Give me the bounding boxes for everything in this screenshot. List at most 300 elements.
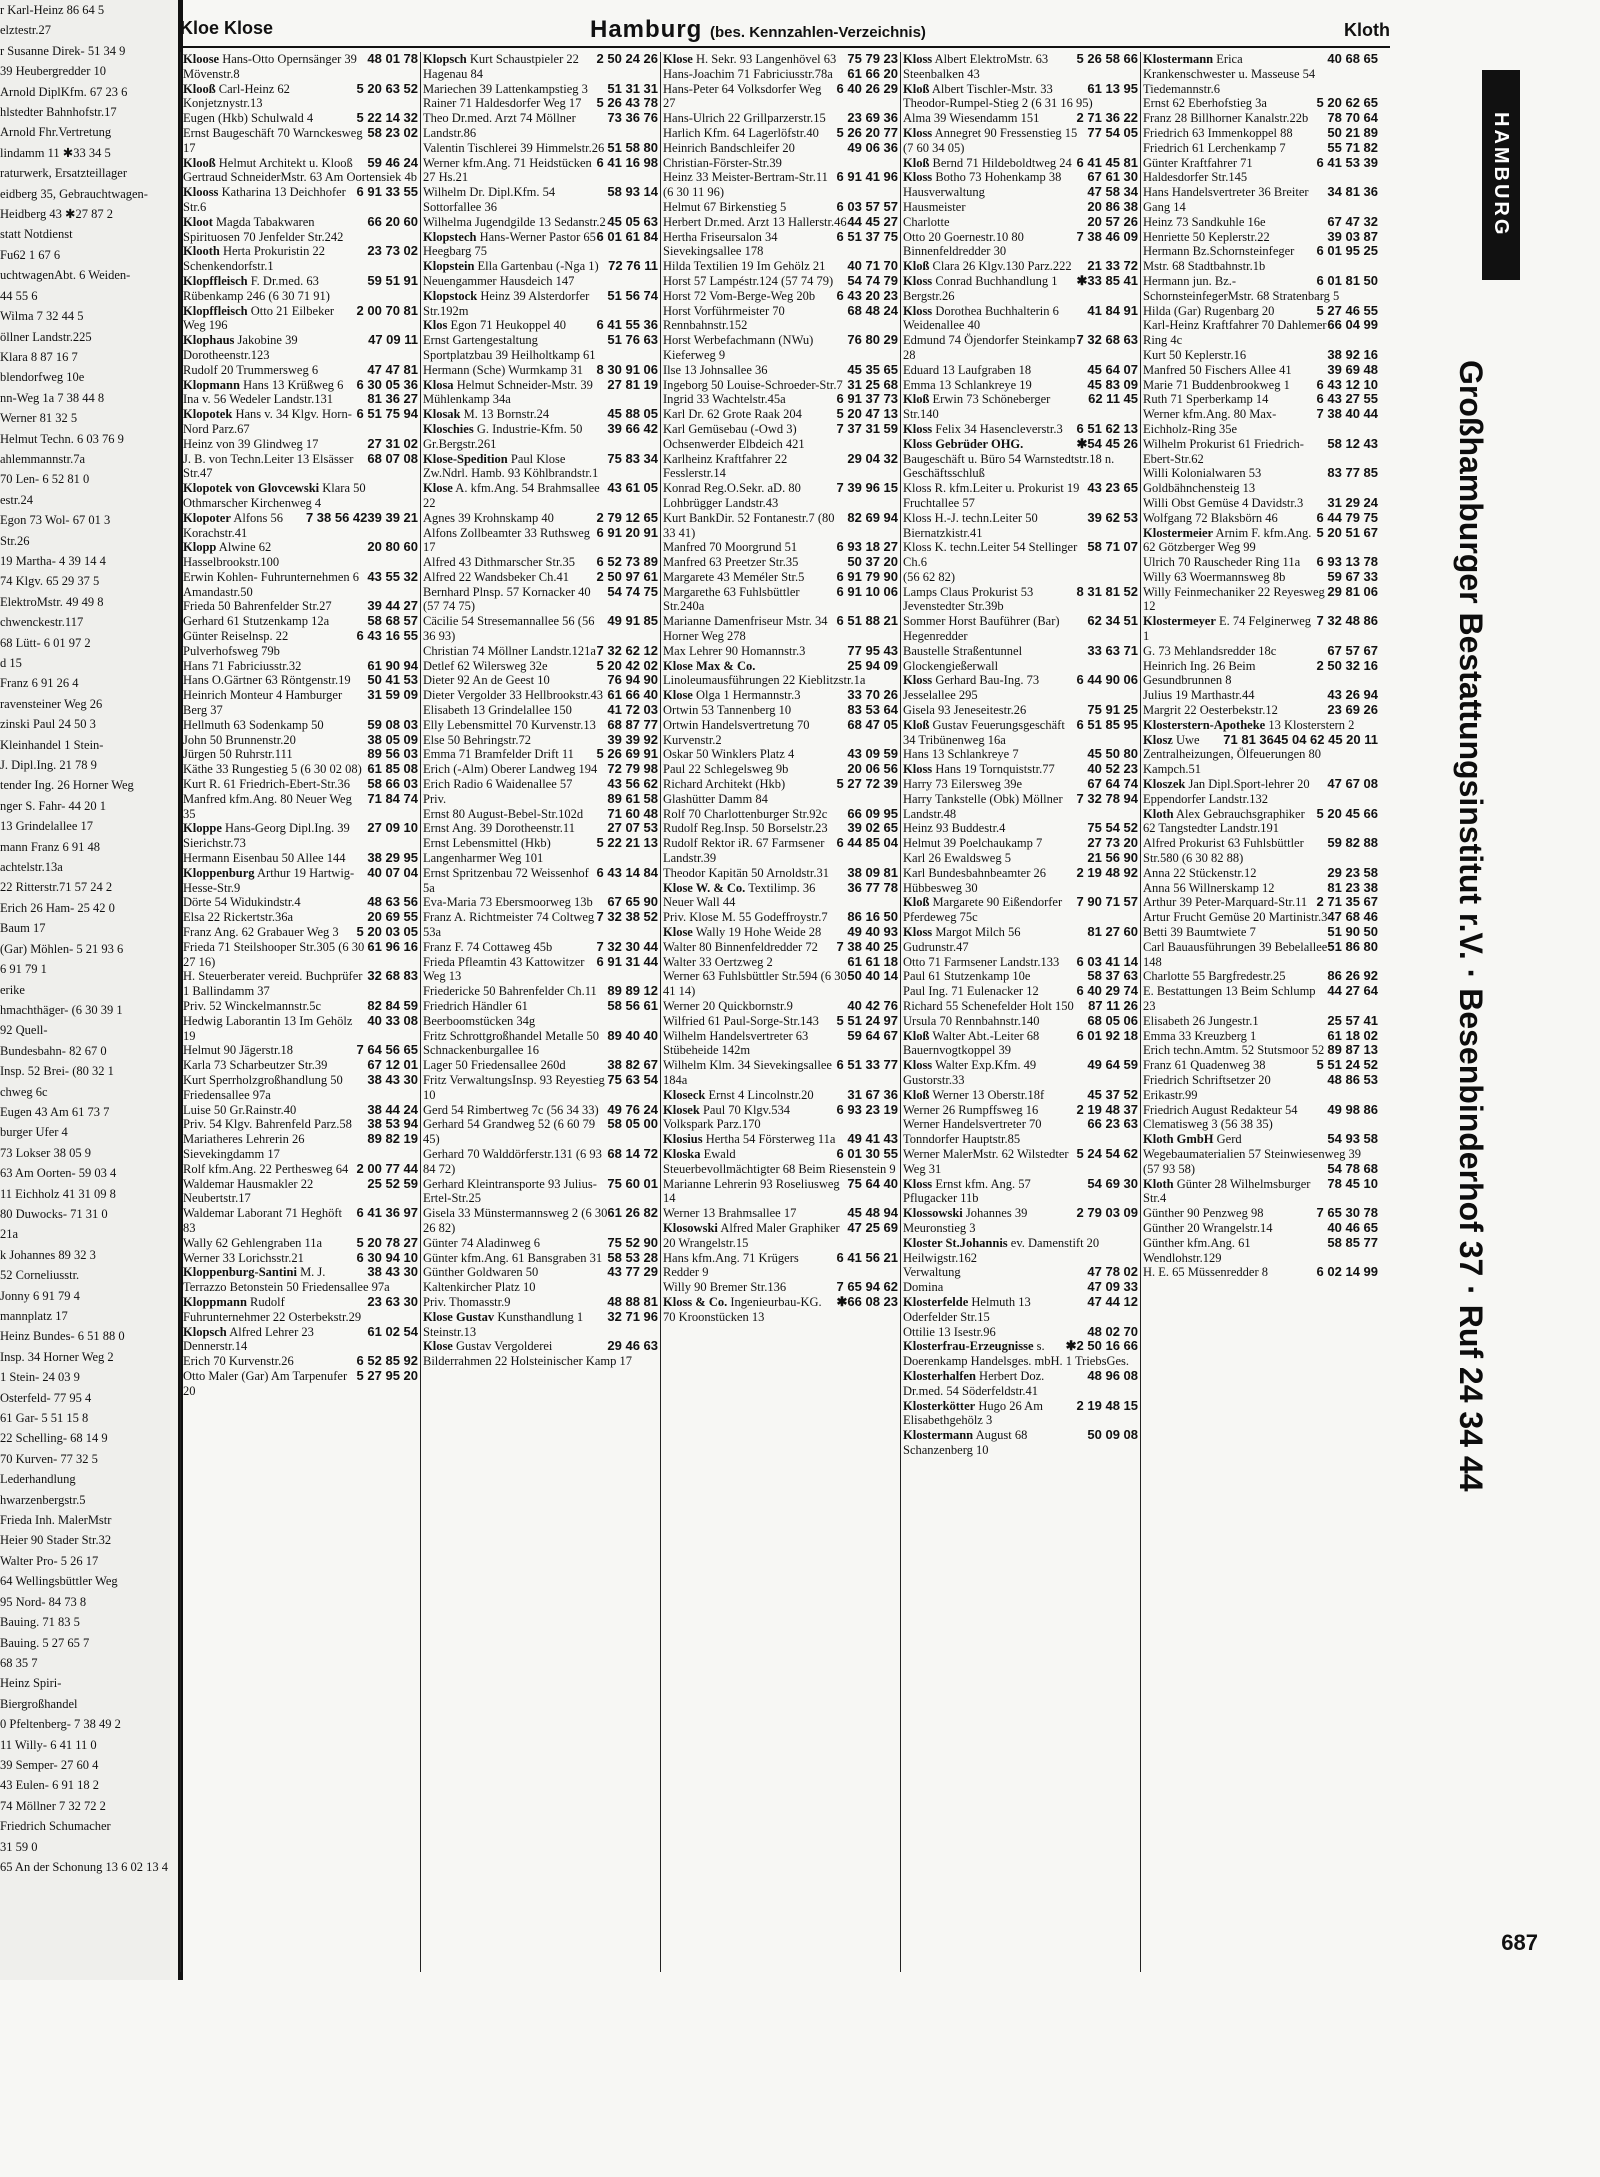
listing-entry [183,304,418,334]
entry-details: Helmut Architekt u. Klooß Gertraud SchneiderMstr. 63 Am Oortensiek 4b [183,155,417,185]
listing-entry [1143,777,1378,807]
entry-phone: 38 82 67 [607,1057,658,1073]
entry-details: Willy 63 Woermannsweg 8b [1143,569,1286,584]
header-left-word2: Klose [224,18,274,38]
entry-details: Hedwig Laborantin 13 Im Gehölz 19 [183,1013,353,1043]
listing-column [900,52,1140,1972]
entry-details: Karl Bundesbahnbeamter 26 Hübbesweg 30 [903,865,1047,895]
entry-details: Werner 63 Fuhlsbüttler Str.594 (6 30 41 14) [663,969,847,999]
entry-phone: 59 51 91 [367,272,418,288]
entry-details: Günther 20 Wrangelstr.14 [1143,1220,1273,1235]
entry-details: Lager 50 Friedensallee 260d [423,1058,566,1073]
entry-details: Conrad Buchhandlung 1 Bergstr.26 [903,273,1058,303]
listing-entry [903,126,1138,156]
listing-entry [183,673,418,688]
right-margin [1400,60,1600,2000]
entry-details: (56 62 82) [903,569,956,584]
entry-phone: 6 02 14 99 [1316,1264,1378,1280]
entry-phone: 7 38 40 25 [836,938,898,954]
entry-phone: 38 43 30 [367,1071,418,1087]
entry-phone: 6 43 14 84 [596,864,658,880]
listing-entry [423,96,658,111]
prev-page-line: r Karl-Heinz 86 64 5 [0,3,105,17]
entry-phone: 58 85 77 [1327,1234,1378,1250]
entry-phone: 6 41 16 98 [596,154,658,170]
entry-phone: 39 44 27 [367,598,418,614]
entry-phone: 76 80 29 [847,332,898,348]
prev-page-line: estr.24 [0,492,33,507]
listing-entry [903,984,1138,999]
listing-entry [903,969,1138,984]
entry-phone: 75 63 54 [607,1071,658,1087]
entry-phone: 6 51 88 21 [836,613,898,629]
listing-entry [1143,555,1378,570]
header-right-keyword: Kloth [1344,20,1390,40]
entry-details: Willi Obst Gemüse 4 Davidstr.3 [1143,495,1304,510]
entry-details: Jakobine 39 Dorotheenstr.123 [183,333,298,362]
listing-entry [423,259,658,289]
entry-phone: 48 86 53 [1327,1071,1378,1087]
entry-phone: 71 84 74 [367,790,418,806]
entry-details: Rudolf 20 Trummersweg 6 [183,362,319,377]
entry-phone: 2 19 48 37 [1076,1101,1138,1117]
entry-details: Ernst 62 Eberhofstieg 3a [1143,96,1267,111]
listing-entry [663,274,898,289]
listing-entry [903,747,1138,762]
entry-details: Franz A. Richtmeister 74 Coltweg 53a [423,910,595,940]
entry-details: Paul Ing. 71 Eulenacker 12 [903,984,1039,999]
entry-phone: 58 37 63 [1087,968,1138,984]
listing-entry [1143,466,1378,496]
entry-phone: 71 81 36 [1223,731,1274,747]
listing-entry [663,407,898,422]
prev-page-line: statt Notdienst [0,227,73,242]
entry-phone: 31 25 68 [847,376,898,392]
listing-entry [423,333,658,363]
entry-details: Hans 71 Fabriciusstr.32 [183,658,302,673]
entry-phone: 2 79 03 09 [1076,1205,1138,1221]
prev-page-line: hmachthäger- (6 30 39 1 [0,1002,123,1017]
prev-page-line: Jonny 6 91 79 4 [0,1288,80,1303]
entry-phone: 29 04 32 [847,450,898,466]
entry-phone: 45 04 62 45 20 11 [1273,731,1378,747]
prev-page-line: Erich 26 Ham- 25 42 0 [0,900,115,915]
listing-entry [663,910,898,925]
prev-page-line: 73 Lokser 38 05 9 [0,1145,91,1160]
listing-entry [1143,570,1378,585]
entry-phone: 75 52 90 [607,1234,658,1250]
listing-entry [1143,244,1378,274]
entry-details: Margarete 90 Eißendorfer Pferdeweg 75c [903,895,1063,925]
listing-entry [1143,644,1378,659]
listing-entry [663,718,898,748]
listing-entry [903,777,1138,792]
entry-details: Kurt 50 Keplerstr.16 [1143,347,1247,362]
entry-details: Wilhelm Prokurist 61 Friedrich-Ebert-Str.62 [1143,436,1304,466]
listing-entry [903,955,1138,970]
entry-name: Kloß [903,81,930,96]
listing-entry [183,437,418,452]
listing-entry [903,792,1138,822]
entry-details: J. B. von Techn.Leiter 13 Elsässer Str.47 [183,451,354,481]
listing-entry [1143,111,1378,126]
listing-column [1140,52,1380,1972]
entry-phone: 5 20 42 02 [596,657,658,673]
entry-details: Hermann jun. Bz.-SchornsteinfegerMstr. 68 Stratenbarg 5 [1143,273,1340,303]
entry-phone: 40 42 76 [847,998,898,1013]
header-left-word: Kloe [180,18,220,38]
listing-entry [1143,614,1378,644]
prev-page-line: mann Franz 6 91 48 [0,839,100,854]
prev-page-line: Egon 73 Wol- 67 01 3 [0,513,111,528]
entry-phone: 47 25 69 [847,1219,898,1235]
entry-details: Hans kfm.Ang. 71 Krügers Redder 9 [663,1250,799,1280]
entry-phone: 5 27 72 39 [836,776,898,792]
entry-phone: 51 58 80 [607,139,658,155]
entry-details: Marie 71 Buddenbrookweg 1 [1143,377,1290,392]
listing-entry [1143,718,1378,733]
listing-entry [1143,703,1378,718]
entry-details: Richard Architekt (Hkb) Glashütter Damm 84 [663,777,786,806]
listing-entry [663,644,898,659]
prev-page-line: hwarzenbergstr.5 [0,1492,86,1507]
listing-entry [663,363,898,378]
entry-phone: 40 46 65 [1327,1219,1378,1235]
listing-entry [423,910,658,940]
prev-page-line: 44 55 6 [0,288,38,303]
entry-name: Kloschies [423,421,474,436]
entry-details: Harry Tankstelle (Obk) Möllner Landstr.48 [903,791,1063,821]
listing-entry [1143,925,1378,940]
entry-phone: 2 71 36 22 [1076,110,1138,126]
prev-page-line: 70 Kurven- 77 32 5 [0,1451,98,1466]
entry-details: Günter Kraftfahrer 71 Haldesdorfer Str.145 [1143,155,1253,185]
listing-entry [183,1014,418,1044]
entry-details: Marianne Damenfriseur Mstr. 34 Horner Weg 278 [663,614,828,644]
listing-entry [1143,1073,1378,1103]
entry-details: Theodor Kapitän 50 Arnoldstr.31 [663,865,829,880]
entry-details: Anna 22 Stückenstr.12 [1143,865,1257,880]
entry-details: Werner MalerMstr. 62 Wilstedter Weg 31 [903,1146,1069,1176]
entry-details: Edmund 74 Öjendorfer Steinkamp 28 [903,333,1076,362]
entry-details: Käthe 33 Rungestieg 5 (6 30 02 08) [183,762,362,777]
listing-entry [1143,126,1378,141]
prev-page-line: 92 Quell- [0,1023,48,1038]
listing-entry [663,378,898,393]
listing-entry [1143,304,1378,319]
entry-phone: 29 46 63 [607,1338,658,1354]
entry-details: Werner 13 Brahmsallee 17 [663,1206,797,1221]
listing-entry [903,52,1138,82]
entry-details: Ortwin Handelsvertretung 70 Kurvenstr.2 [663,717,810,747]
listing-entry [663,333,898,363]
entry-phone: 20 86 38 [1087,198,1138,214]
entry-phone: 62 11 45 [1088,391,1138,407]
entry-phone: 68 48 24 [847,302,898,318]
entry-details: Ernst kfm. Ang. 57 Pflugacker 11b [903,1176,1031,1206]
listing-entry [423,644,658,659]
listing-entry [423,777,658,792]
entry-phone: 32 71 96 [607,1308,658,1324]
listing-entry [183,156,418,186]
entry-details: Sommer Horst Bauführer (Bar) Hegenredder [903,614,1060,644]
entry-phone: 5 20 78 27 [356,1234,418,1250]
entry-details: Karl Dr. 62 Grote Raak 204 [663,407,802,422]
entry-details: Kunsthandlung 1 Steinstr.13 [423,1309,584,1339]
entry-details: G. 73 Mehlandsredder 18c [1143,643,1277,658]
entry-phone: 49 06 36 [847,139,898,155]
entry-phone: 78 45 10 [1327,1175,1378,1191]
listing-entry [903,999,1138,1014]
entry-details: Ingeborg 50 Louise-Schroeder-Str.7 [663,377,843,392]
entry-name: Klosek [663,1102,700,1117]
entry-details: Eugen (Hkb) Schulwald 4 [183,111,314,126]
entry-details: Hans 19 Tornquiststr.77 [935,762,1055,777]
listing-entry [903,570,1138,585]
entry-details: Fritz VerwaltungsInsp. 93 Reyestieg 10 [423,1072,605,1102]
listing-entry [1143,1221,1378,1236]
listing-entry [903,1014,1138,1029]
entry-phone: 7 90 71 57 [1076,894,1138,910]
listing-entry [183,762,418,777]
entry-details: Erich techn.Amtm. 52 Stutsmoor 52 [1143,1043,1325,1058]
listing-entry [663,1088,898,1103]
listing-entry [663,1147,898,1177]
entry-details: Ottilie 13 Isestr.96 [903,1324,996,1339]
listing-entry [423,688,658,703]
entry-details: Walter 33 Oertzweg 2 [663,954,773,969]
listing-entry [423,452,658,482]
listing-entry [423,821,658,836]
entry-phone: 2 50 24 26 [596,52,658,66]
entry-phone: 89 87 13 [1327,1042,1378,1058]
entry-details: Hausverwaltung [903,185,985,200]
listing-entry [1143,378,1378,393]
entry-details: Gerhard Kleintransporte 93 Julius-Ertel-Str.25 [423,1176,597,1206]
listing-entry [903,1117,1138,1147]
listing-entry [183,910,418,925]
prev-page-line: Heier 90 Stader Str.32 [0,1533,112,1548]
entry-details: Waldemar Laborant 71 Heghöft 83 [183,1206,343,1235]
entry-name: Klose [663,688,693,703]
entry-details: Carl Bauausführungen 39 Bebelallee 148 [1143,939,1328,969]
entry-name: Klos [423,318,448,333]
listing-entry [663,52,898,67]
listing-entry [423,1310,658,1340]
listing-entry [423,215,658,230]
entry-phone: 7 38 40 44 [1316,406,1378,422]
listing-entry [663,1177,898,1207]
listing-entry [663,940,898,955]
entry-details: Rudolf Reg.Insp. 50 Borselstr.23 [663,821,828,836]
entry-name: Kloose [183,52,220,66]
entry-phone: 89 40 40 [607,1027,658,1043]
entry-phone: 48 88 81 [607,1293,658,1309]
listing-entry [1143,185,1378,215]
entry-phone: 86 16 50 [847,909,898,925]
entry-phone: 75 64 40 [847,1175,898,1191]
entry-details: Albert Tischler-Mstr. 33 Theodor-Rumpel-Stieg 2 (6 31 16 95) [903,81,1093,111]
entry-phone: 89 61 58 [607,790,658,806]
entry-phone: 5 22 21 13 [596,835,658,851]
entry-name: Klopotek von Glovcewski [183,481,320,496]
listing-column [660,52,900,1972]
entry-phone: 82 84 59 [367,998,418,1013]
entry-phone: 23 69 36 [847,110,898,126]
entry-details: Elisabeth 26 Jungestr.1 [1143,1013,1259,1028]
entry-name: Kloß [903,1087,930,1102]
entry-details: Charlotte 55 Bargfredestr.25 [1143,969,1286,984]
entry-details: Mariatheres Lehrerin 26 Sievekingdamm 17 [183,1132,305,1161]
entry-details: Textilimp. 36 Neuer Wall 44 [663,880,816,910]
listing-entry [1143,96,1378,111]
listing-entry [663,585,898,615]
listing-entry [663,540,898,555]
listing-entry [903,259,1138,274]
listing-entry [1143,659,1378,689]
listing-entry [423,1029,658,1059]
entry-details: Bernd 71 Hildeboldtweg 24 [932,155,1072,170]
listing-entry [663,170,898,200]
entry-name: Kloss [903,673,933,688]
entry-phone: 6 03 57 57 [836,198,898,214]
entry-phone: 47 68 46 [1327,909,1378,925]
listing-entry [183,378,418,393]
entry-details: Heinz 33 Meister-Bertram-Str.11 (6 30 11 96) [663,170,828,200]
listing-entry [903,644,1138,674]
entry-name: Kloppe [183,821,222,836]
listing-entry [183,688,418,718]
entry-phone: 55 71 82 [1327,139,1378,155]
prev-page-line: Bauing. 5 27 65 7 [0,1635,90,1650]
entry-details: Margarete 43 Meméler Str.5 [663,569,805,584]
listing-entry [423,747,658,762]
prev-page-line: eidberg 35, Gebrauchtwagen- [0,186,148,201]
entry-phone: 89 89 12 [607,983,658,999]
listing-entry [663,866,898,881]
entry-phone: 58 23 02 [367,124,418,140]
entry-details: M. 13 Bornstr.24 [463,407,550,422]
entry-details: Gustav Vergolderei Bilderrahmen 22 Holsteinischer Kamp 17 [423,1339,632,1369]
listing-entry [903,392,1138,422]
listing-entry [663,215,898,230]
entry-phone: 20 69 55 [367,909,418,925]
listing-entry [423,230,658,260]
entry-phone: 75 83 34 [607,450,658,466]
listing-entry [663,422,898,452]
listing-entry [903,1088,1138,1103]
entry-details: Valentin Tischlerei 39 Himmelstr.26 [423,140,605,155]
listing-entry [903,1206,1138,1236]
entry-phone: 6 41 55 36 [596,317,658,333]
entry-phone: 83 53 64 [847,702,898,718]
listing-entry [903,437,1138,481]
listing-entry [183,407,418,437]
listing-entry [663,925,898,940]
prev-page-line: 11 Eichholz 41 31 09 8 [0,1186,116,1201]
entry-name: Kloss [903,1058,933,1073]
entry-phone: 41 72 03 [607,702,658,718]
entry-phone: 5 20 45 66 [1316,805,1378,821]
entry-phone: 6 01 30 55 [836,1145,898,1161]
entry-details: Alfred 43 Dithmarscher Str.35 [423,555,576,570]
entry-details: Baugeschäft u. Büro 54 Warnstedtstr.18 n. Geschäftsschluß [903,451,1115,481]
entry-phone: 39 03 87 [1327,228,1378,244]
listing-entry [903,703,1138,718]
listing-entry [663,777,898,807]
entry-phone: 7 32 48 86 [1316,613,1378,629]
entry-phone: 7 32 68 63 [1076,332,1138,348]
entry-name: Klosius [663,1132,703,1147]
prev-page-line: Friedrich Schumacher [0,1819,111,1834]
listing-entry [663,126,898,141]
entry-phone: 7 65 94 62 [836,1279,898,1295]
entry-phone: 6 41 56 21 [836,1249,898,1265]
prev-page-line: lindamm 11 ✱33 34 5 [0,145,111,160]
entry-details: Paul 61 Stutzenkamp 10e [903,969,1031,984]
listing-entry [1143,1206,1378,1221]
listing-entry [663,999,898,1014]
listing-entry [183,570,418,600]
prev-page-line: J. Dipl.Ing. 21 78 9 [0,758,97,773]
entry-phone: 7 32 30 44 [596,938,658,954]
entry-details: Horst 57 Lampéstr.124 (57 74 79) [663,273,834,288]
entry-details: Hermann Eisenbau 50 Allee 144 [183,851,346,866]
entry-phone: 39 39 21 [367,509,418,525]
prev-page-line: 39 Heubergredder 10 [0,64,106,79]
listing-entry [903,481,1138,511]
entry-name: Kloss [903,762,933,777]
listing-entry [423,1236,658,1251]
prev-page-line: 65 An der Schonung 13 6 02 13 4 [0,1859,169,1874]
entry-details: Hertha Friseursalon 34 Sievekingsallee 178 [663,229,778,259]
entry-phone: 5 26 69 91 [596,746,658,762]
prev-page-line: nn-Weg 1a 7 38 44 8 [0,390,105,405]
listing-entry [183,1177,418,1207]
entry-phone: 8 30 91 06 [596,361,658,377]
entry-phone: 47 67 08 [1327,776,1378,792]
entry-phone: 58 71 07 [1087,539,1138,555]
entry-details: Hans-Werner Pastor 65 Heegbarg 75 [423,229,596,259]
entry-phone: 61 90 94 [367,657,418,673]
listing-entry [423,807,658,822]
entry-details: Erwin Kohlen- Fuhrunternehmen 6 Amandastr.50 [183,569,360,599]
prev-page-line: 70 Len- 6 52 81 0 [0,472,90,487]
entry-details: Konrad Reg.O.Sekr. aD. 80 Lohbrügger Landstr.43 [663,481,801,510]
entry-phone: 5 26 43 78 [596,95,658,111]
listing-entry [183,747,418,762]
entry-phone: 36 77 78 [847,879,898,895]
entry-name: Klosz [1143,732,1173,747]
entry-name: Kloß [903,259,930,274]
entry-details: Emma 13 Schlankreye 19 [903,377,1032,392]
entry-phone: 68 05 06 [1087,1012,1138,1028]
listing-entry [1143,585,1378,615]
listing-entry [903,215,1138,230]
listing-entry [903,1369,1138,1399]
entry-details: Wilhelm Handelsvertreter 63 Stübeheide 142m [663,1028,809,1058]
entry-phone: 5 51 24 97 [836,1012,898,1028]
entry-phone: 6 91 20 91 [596,524,658,540]
entry-details: Baustelle Straßentunnel Glockengießerwall [903,643,1023,673]
entry-phone: 54 74 75 [607,583,658,599]
listing-entry [663,747,898,762]
listing-entry [1143,1103,1378,1133]
entry-details: ev. Damenstift 20 Heilwigstr.162 [903,1235,1100,1265]
listing-entry [183,1103,418,1118]
entry-details: Frieda Pfleamtin 43 Kattowitzer Weg 13 [423,954,585,984]
entry-details: Werner 26 Rumpffsweg 16 [903,1102,1039,1117]
